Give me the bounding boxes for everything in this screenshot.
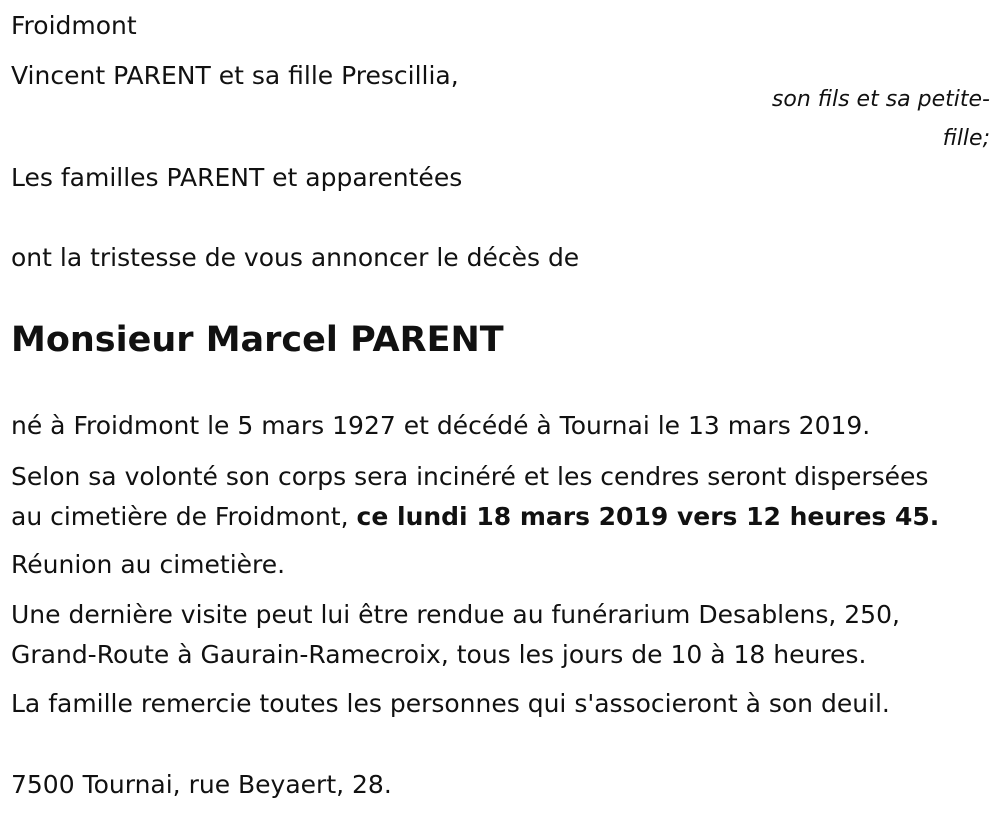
visit-info-line-1: Une dernière visite peut lui être rendue au funérarium Desablens, 250, xyxy=(11,600,900,629)
cremation-info-line-1: Selon sa volonté son corps sera incinéré et les cendres seront dispersées xyxy=(11,462,929,491)
relative-note-line-1: son fils et sa petite- xyxy=(771,87,990,112)
meeting-info: Réunion au cimetière. xyxy=(11,550,286,579)
cremation-location: au cimetière de Froidmont, xyxy=(11,502,357,531)
relative-families: Les familles PARENT et apparentées xyxy=(11,163,463,192)
announcement-intro: ont la tristesse de vous annoncer le décès de xyxy=(11,243,580,272)
relative-note-line-2: fille; xyxy=(942,126,990,151)
deceased-name: Monsieur Marcel PARENT xyxy=(11,320,504,360)
thanks-message: La famille remercie toutes les personnes qui s'associeront à son deuil. xyxy=(11,689,890,718)
place-name: Froidmont xyxy=(11,11,137,40)
address: 7500 Tournai, rue Beyaert, 28. xyxy=(11,770,392,799)
relative-son-granddaughter: Vincent PARENT et sa fille Prescillia, xyxy=(11,61,459,90)
visit-info-line-2: Grand-Route à Gaurain-Ramecroix, tous les jours de 10 à 18 heures. xyxy=(11,640,867,669)
cremation-info-line-2 xyxy=(11,497,939,536)
birth-death-info: né à Froidmont le 5 mars 1927 et décédé à Tournai le 13 mars 2019. xyxy=(11,411,871,440)
cremation-date-time: ce lundi 18 mars 2019 vers 12 heures 45. xyxy=(356,502,940,531)
